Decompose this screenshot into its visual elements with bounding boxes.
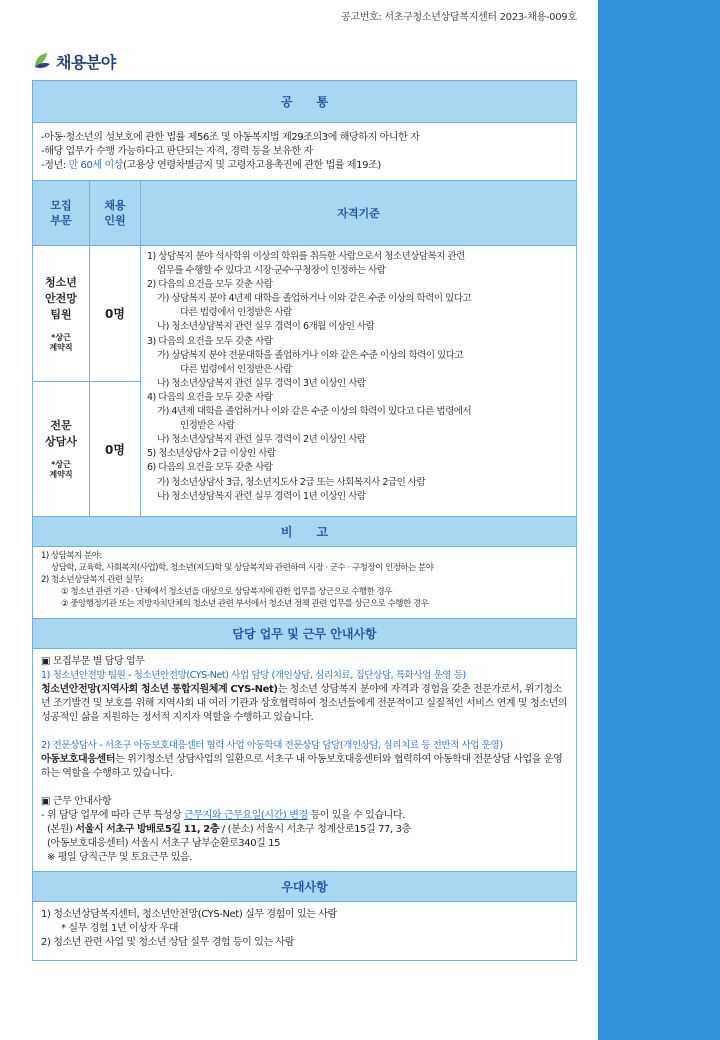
duties-header: 담당 업무 및 근무 안내사항	[33, 619, 576, 649]
remark-item: ① 청소년 관련 기관 · 단체에서 청소년을 대상으로 상담복지에 관한 업무를 상근으로 수행한 경우	[61, 587, 392, 597]
dept-column	[33, 246, 90, 516]
work-address-center: (아동보호대응센터) 서울시 서초구 남부순환로340길 15	[47, 838, 281, 849]
preferred-list	[33, 902, 576, 960]
duty-1-title: 1) 청소년안전망 팀원 - 청소년안전망(CYS-Net) 사업 담당 (개인상담, 심리치료, 집단상담, 특화사업 운영 등)	[41, 670, 466, 681]
work-address-main	[41, 823, 568, 837]
hire-count: 0명	[105, 442, 125, 457]
spacer	[41, 725, 568, 739]
criteria-item: 가) 청소년상담사 3급, 청소년지도사 2급 또는 사회복지사 2급인 사람	[157, 476, 426, 488]
count-column	[90, 246, 141, 516]
address-prefix: (본원)	[47, 824, 76, 835]
age-suffix: (고용상 연령차별금지 및 고령자고용촉진에 관한 법률 제19조)	[123, 160, 381, 171]
col-header-criteria: 자격기준	[141, 181, 576, 246]
duty-1-bold: 청소년안전망(지역사회 청소년 통합지원체계 CYS-Net)	[41, 684, 278, 695]
age-highlight: 만 60세 이상	[68, 160, 124, 171]
dept-note: *상근 계약직	[49, 332, 73, 352]
col-header-dept: 모집 부문	[33, 181, 90, 246]
duty-1-text: 는 청소년 상담복지 분야에 자격과 경험을 갖춘 전문가로서, 위기청소년 조기발견 및 보호를 위해 지역사회 내 여러 기관과 상호협력하여 청소년들에게 전문적이고 실질적인 서비스 연계 및 청소년의 성공적인 삶을 지원하는 정서적 지지자 역할을 수행하고 있습니다.	[41, 684, 567, 723]
recruitment-document	[32, 80, 577, 961]
criteria-item: 가) 상담복지 분야 전문대학을 졸업하거나 이와 같은 수준 이상의 학력이 있다고	[157, 349, 464, 361]
duties-body	[33, 649, 576, 872]
criteria-item: 2) 다음의 요건을 모두 갖춘 사람	[147, 279, 273, 291]
criteria-item: 나) 청소년상담복지 관련 실무 경력이 3년 이상인 사람	[157, 377, 366, 389]
criteria-item: 가) 4년제 대학을 졸업하거나 이와 같은 수준 이상의 학력이 있다고 다른 법령에서	[157, 406, 472, 418]
remarks-header: 비 고	[33, 517, 576, 547]
work-note: ※ 평일 당직근무 및 토요근무 있음.	[47, 852, 193, 863]
side-decoration-bar	[598, 0, 720, 1040]
count-cell	[90, 246, 140, 381]
address-branch: / (분소) 서울시 서초구 청계산로15길 77, 3층	[219, 824, 411, 835]
remark-item: 1) 상담복지 분야:	[41, 551, 102, 561]
duty-2-text: 는 위기청소년 상담사업의 일환으로 서초구 내 아동보호대응센터와 협력하여 아동학대 전문상담 사업을 운영하는 역할을 수행하고 있습니다.	[41, 754, 563, 779]
criteria-item: 다른 법령에서 인정받은 사람	[180, 363, 292, 375]
count-cell	[90, 381, 140, 516]
age-line	[41, 159, 568, 173]
dept-note: *상근 계약직	[49, 460, 73, 479]
preferred-item: * 실무 경험 1년 이상자 우대	[61, 923, 179, 934]
work-line	[41, 809, 568, 823]
criteria-item: 업무를 수행할 수 있다고 시장·군수·구청장이 인정하는 사람	[157, 265, 386, 277]
criteria-item: 4) 다음의 요건을 모두 갖춘 사람	[147, 391, 273, 403]
criteria-item: 6) 다음의 요건을 모두 갖춘 사람	[147, 462, 273, 474]
criteria-item: 나) 청소년상담복지 관련 실무 경력이 6개월 이상인 사람	[157, 321, 375, 333]
remarks-list	[33, 547, 576, 619]
remark-item: 상담학, 교육학, 사회복지(사업)학, 청소년(지도)학 및 상담복지와 관련하여 시장 · 군수 · 구청장이 인정하는 분야	[51, 563, 434, 573]
preferred-header: 우대사항	[33, 872, 576, 902]
criteria-item: 나) 청소년상담복지 관련 실무 경력이 2년 이상인 사람	[157, 434, 366, 446]
criteria-list	[141, 246, 576, 516]
duty-2-description	[41, 753, 568, 781]
remark-item: ② 중앙행정기관 또는 지방자치단체의 청소년 관련 부서에서 청소년 정책 관련 업무를 상근으로 수행한 경우	[61, 599, 429, 609]
dept-cell	[33, 246, 89, 381]
spacer	[41, 781, 568, 795]
criteria-item: 나) 청소년상담복지 관련 실무 경력이 1년 이상인 사람	[157, 490, 366, 502]
duty-2-bold: 아동보호대응센터	[41, 754, 116, 765]
criteria-item: 5) 청소년상담사 2급 이상인 사람	[147, 448, 276, 460]
duty-2-title: 2) 전문상담사 - 서초구 아동보호대응센터 협력 사업 아동학대 전문상담 담당(개인상담, 심리치료 등 전반적 사업 운영)	[41, 740, 503, 751]
col-header-count: 채용 인원	[90, 181, 141, 246]
section-title: 채용분야	[56, 52, 116, 72]
dept-name: 전문 상담사	[45, 419, 77, 448]
preferred-item: 1) 청소년상담복지센터, 청소년안전망(CYS-Net) 실무 경험이 있는 사람	[41, 909, 337, 920]
address-bold: 서울시 서초구 방배로5길 11, 2층	[75, 824, 220, 835]
criteria-item: 인정받은 사람	[180, 420, 235, 432]
duty-1-description	[41, 683, 568, 725]
common-requirements	[33, 123, 576, 181]
common-line: -아동·청소년의 성보호에 관한 법률 제56조 및 아동복지법 제29조의3에 해당하지 아니한 자	[41, 132, 420, 143]
criteria-item: 3) 다음의 요건을 모두 갖춘 사람	[147, 335, 273, 347]
dept-cell	[33, 381, 89, 516]
hire-count: 0명	[105, 307, 125, 321]
preferred-item: 2) 청소년 관련 사업 및 청소년 상담 실무 경험 등이 있는 사람	[41, 937, 295, 948]
remark-item: 2) 청소년상담복지 관련 실무:	[41, 575, 143, 585]
notice-number: 공고번호: 서초구청소년상담복지센터 2023-채용-009호	[341, 12, 577, 23]
dept-name: 청소년 안전망 팀원	[45, 275, 77, 321]
work-subheading: ▣ 근무 안내사항	[41, 796, 112, 807]
work-change-link[interactable]: 근무지와 근무요일(시간) 변경	[184, 810, 308, 821]
leaf-logo-icon	[32, 51, 52, 71]
common-header: 공 통	[33, 81, 576, 123]
section-heading	[32, 48, 116, 74]
age-prefix: -정년:	[41, 160, 69, 171]
criteria-item: 가) 상담복지 분야 4년제 대학을 졸업하거나 이와 같은 수준 이상의 학력이 있다고	[157, 293, 472, 305]
work-line-suffix: 등이 있을 수 있습니다.	[307, 810, 405, 821]
duties-subheading: ▣ 모집부문 별 담당 업무	[41, 656, 145, 667]
common-line: -해당 업무가 수행 가능하다고 판단되는 자격, 경력 등을 보유한 자	[41, 146, 313, 157]
work-line-prefix: - 위 담당 업무에 따라 근무 특성상	[41, 810, 185, 821]
qualification-table	[33, 181, 576, 517]
criteria-item: 다른 법령에서 인정받은 사람	[180, 307, 292, 319]
criteria-item: 1) 상담복지 분야 석사학위 이상의 학위를 취득한 사람으로서 청소년상담복지 관련	[147, 251, 465, 262]
